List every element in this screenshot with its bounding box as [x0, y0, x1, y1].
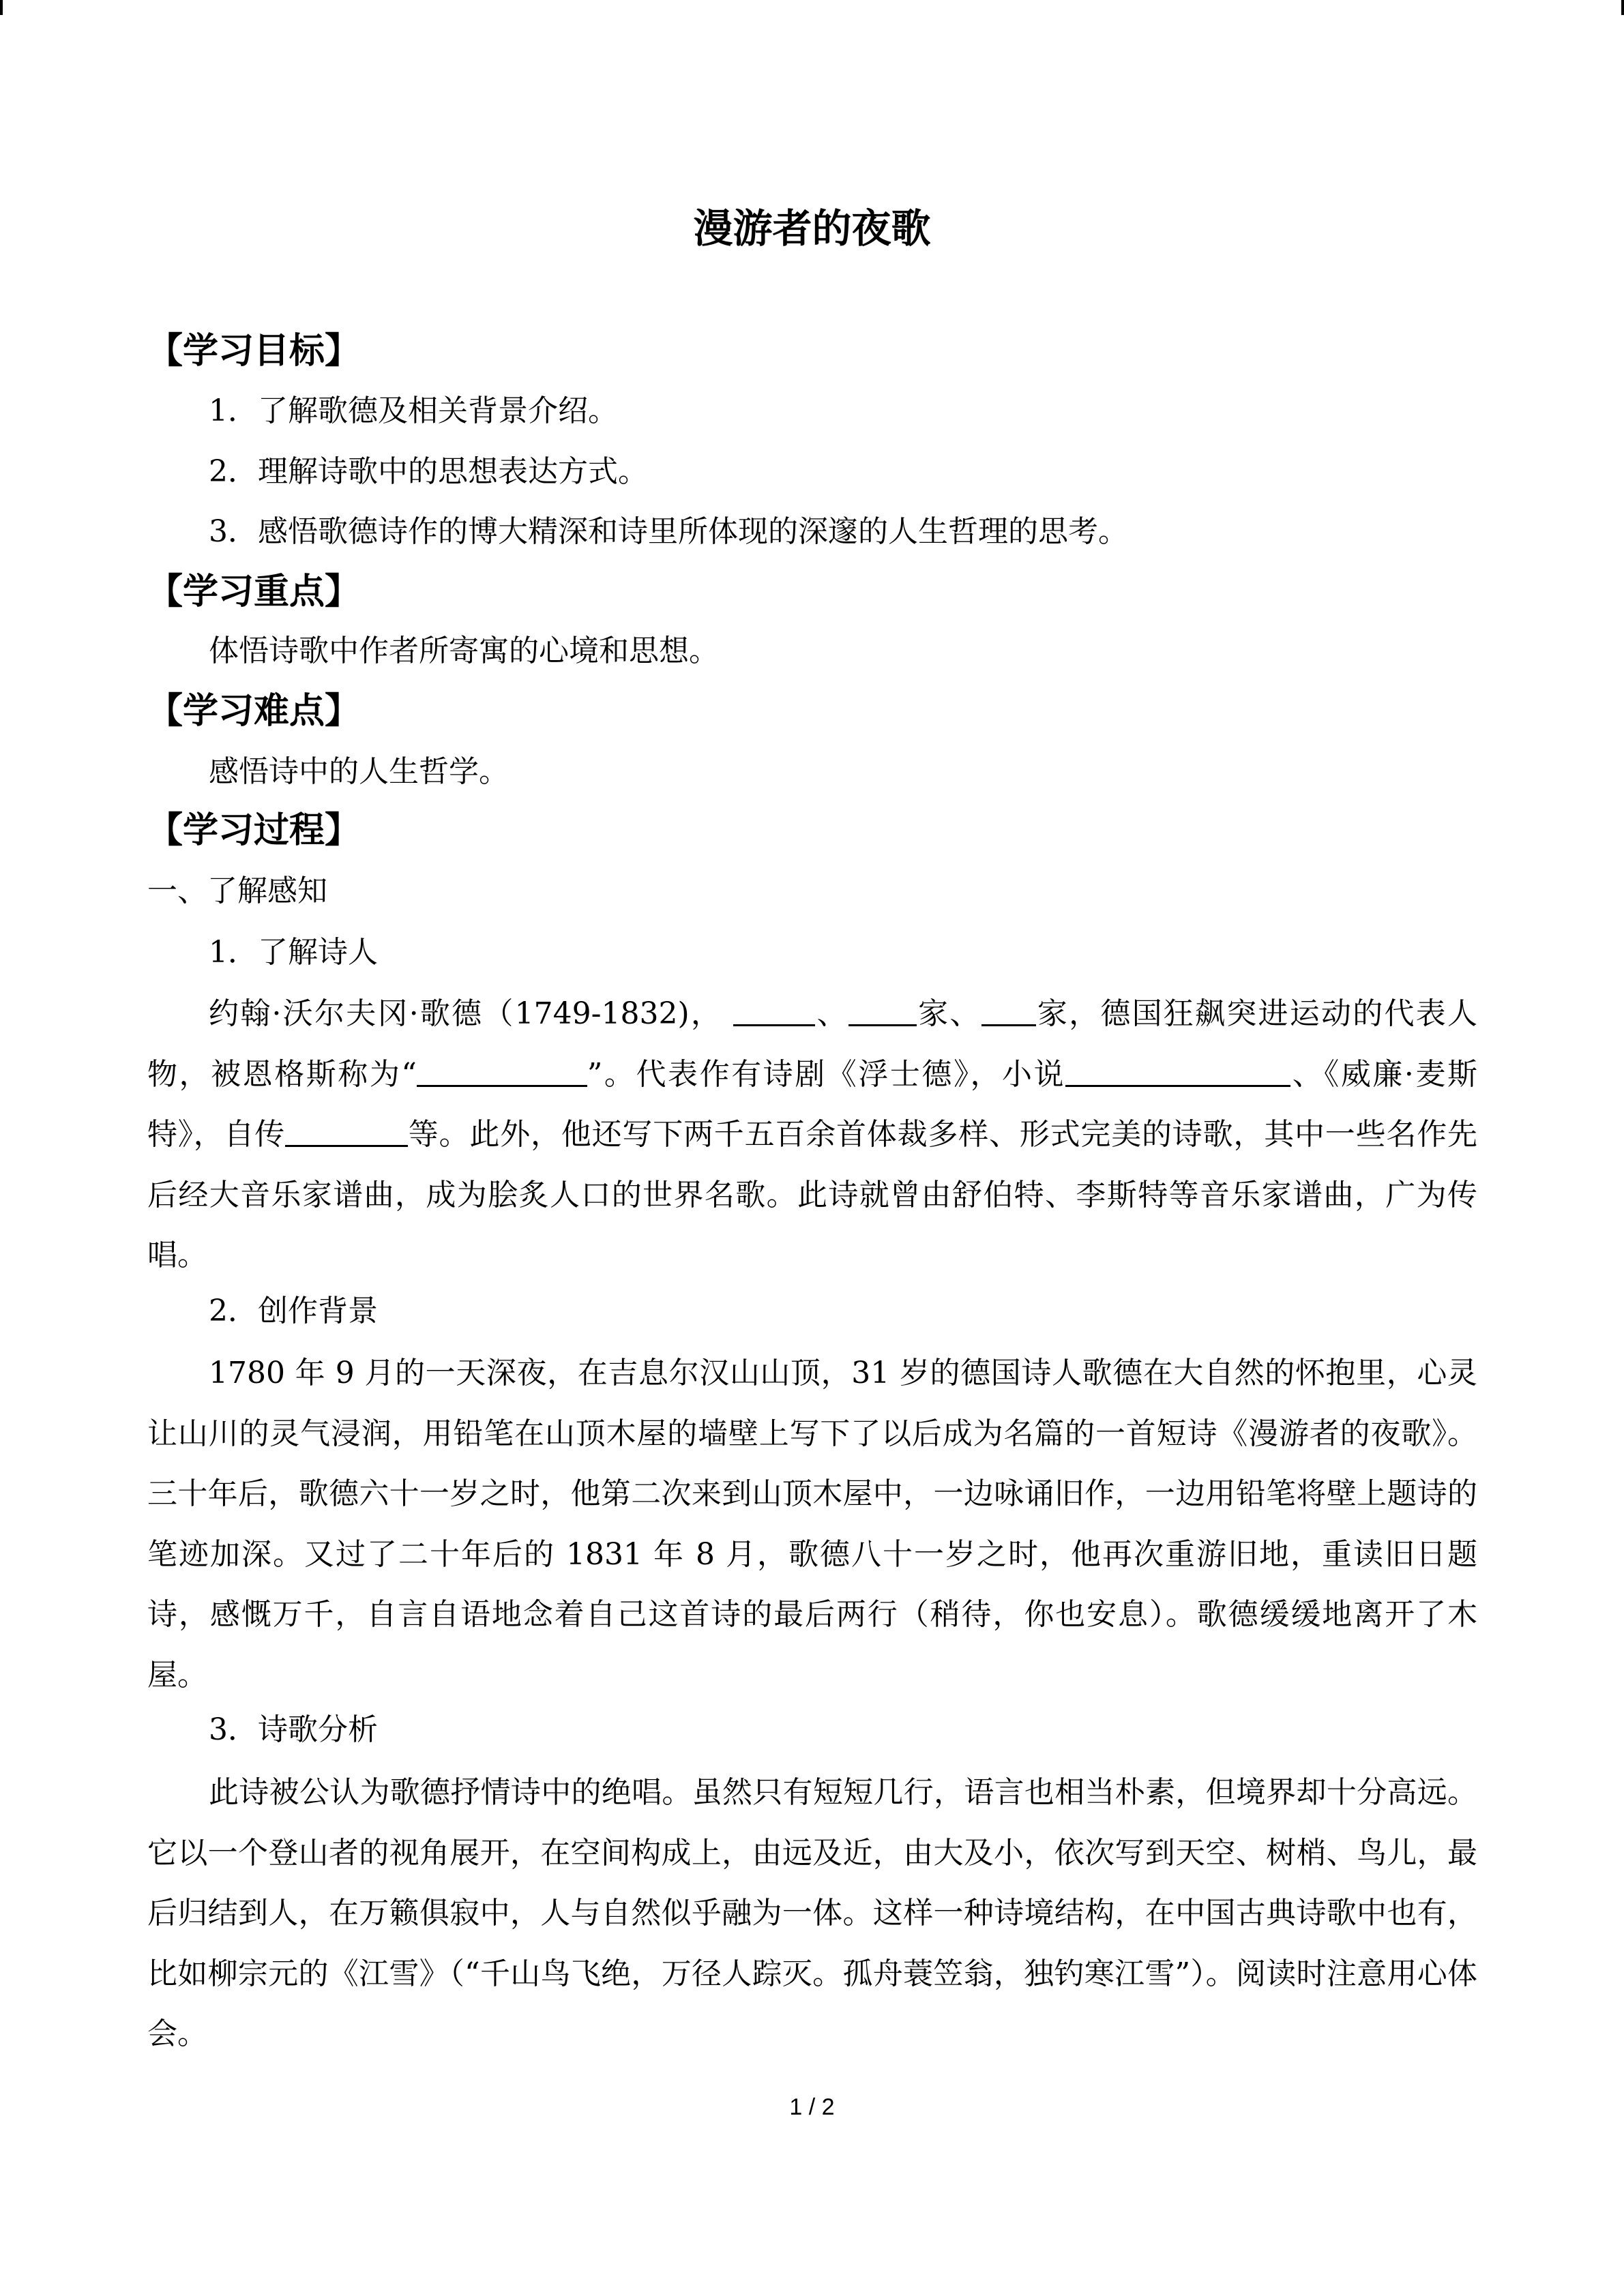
fill-blank-3[interactable] [981, 994, 1036, 1026]
corner-mark-right [1621, 0, 1624, 15]
page-number: 1 / 2 [789, 2094, 835, 2120]
poet-intro-sep-1: 、 [815, 996, 848, 1031]
goal-item-1: 1．了解歌德及相关背景介绍。 [209, 393, 618, 428]
background-paragraph: 1780 年 9 月的一天深夜，在吉息尔汉山山顶，31 岁的德国诗人歌德在大自然的怀抱里，心灵让山川的灵气浸润，用铅笔在山顶木屋的墙壁上写下了以后成为名篇的一首短诗《漫游者的夜歌》。三十年后，歌德六十一岁之时，他第二次来到山顶木屋中，一边咏诵旧作，一边用铅笔将壁上题诗的笔迹加深。又过了二十年后的 1831 年 8 月，歌德八十一岁之时，他再次重游旧地，重读旧日题诗，感慨万千，自言自语地念着自己这首诗的最后两行（稍待，你也安息）。歌德缓缓地离开了木屋。 [147, 1356, 1477, 1693]
goal-item-2: 2．理解诗歌中的思想表达方式。 [209, 454, 648, 489]
poet-intro-jia-2: 家，德国狂飙突进运动的代表人物，被恩格斯称为“ [147, 996, 1477, 1092]
goal-item-3: 3．感悟歌德诗作的博大精深和诗里所体现的深邃的人生哲理的思考。 [209, 514, 1128, 549]
section-heading-difficulty: 【学习难点】 [147, 690, 361, 732]
fill-blank-4[interactable] [417, 1055, 587, 1087]
poet-intro-jia-1: 家、 [916, 996, 981, 1031]
fill-blank-2[interactable] [848, 994, 917, 1026]
section-heading-focus: 【学习重点】 [147, 571, 361, 612]
section-heading-goals: 【学习目标】 [147, 330, 361, 372]
poet-intro-text-d: 等。此外，他还写下两千五百余首体裁多样、形式完美的诗歌，其中一些名作先后经大音乐家谱曲，成为脍炙人口的世界名歌。此诗就曾由舒伯特、李斯特等音乐家谱曲，广为传唱。 [147, 1117, 1477, 1272]
difficulty-text: 感悟诗中的人生哲学。 [209, 754, 509, 789]
sub-2-label: 2．创作背景 [209, 1294, 378, 1328]
page-title: 漫游者的夜歌 [693, 205, 931, 252]
section-heading-process: 【学习过程】 [147, 809, 361, 851]
sub-1-label: 1．了解诗人 [209, 935, 378, 970]
focus-text: 体悟诗歌中作者所寄寓的心境和思想。 [209, 633, 719, 668]
poet-intro-text-b: ”。代表作有诗剧《浮士德》，小说 [587, 1056, 1066, 1092]
part-1-label: 一、了解感知 [147, 874, 327, 908]
poet-intro-text-a: 约翰·沃尔夫冈·歌德（1749-1832)， [209, 996, 723, 1031]
poet-intro-paragraph [147, 984, 1477, 1286]
poet-intro-text-c: 、《威廉·麦斯特》，自传 [147, 1056, 1477, 1152]
sub-3-label: 3．诗歌分析 [209, 1712, 378, 1747]
corner-mark-left [0, 0, 3, 15]
fill-blank-1[interactable] [733, 994, 815, 1026]
fill-blank-6[interactable] [285, 1115, 408, 1147]
analysis-paragraph: 此诗被公认为歌德抒情诗中的绝唱。虽然只有短短几行，语言也相当朴素，但境界却十分高远。它以一个登山者的视角展开，在空间构成上，由远及近，由大及小，依次写到天空、树梢、鸟儿，最后归结到人，在万籁俱寂中，人与自然似乎融为一体。这样一种诗境结构，在中国古典诗歌中也有，比如柳宗元的《江雪》（“千山鸟飞绝，万径人踪灭。孤舟蓑笠翁，独钓寒江雪”）。阅读时注意用心体会。 [147, 1775, 1477, 2051]
fill-blank-5[interactable] [1065, 1055, 1290, 1087]
